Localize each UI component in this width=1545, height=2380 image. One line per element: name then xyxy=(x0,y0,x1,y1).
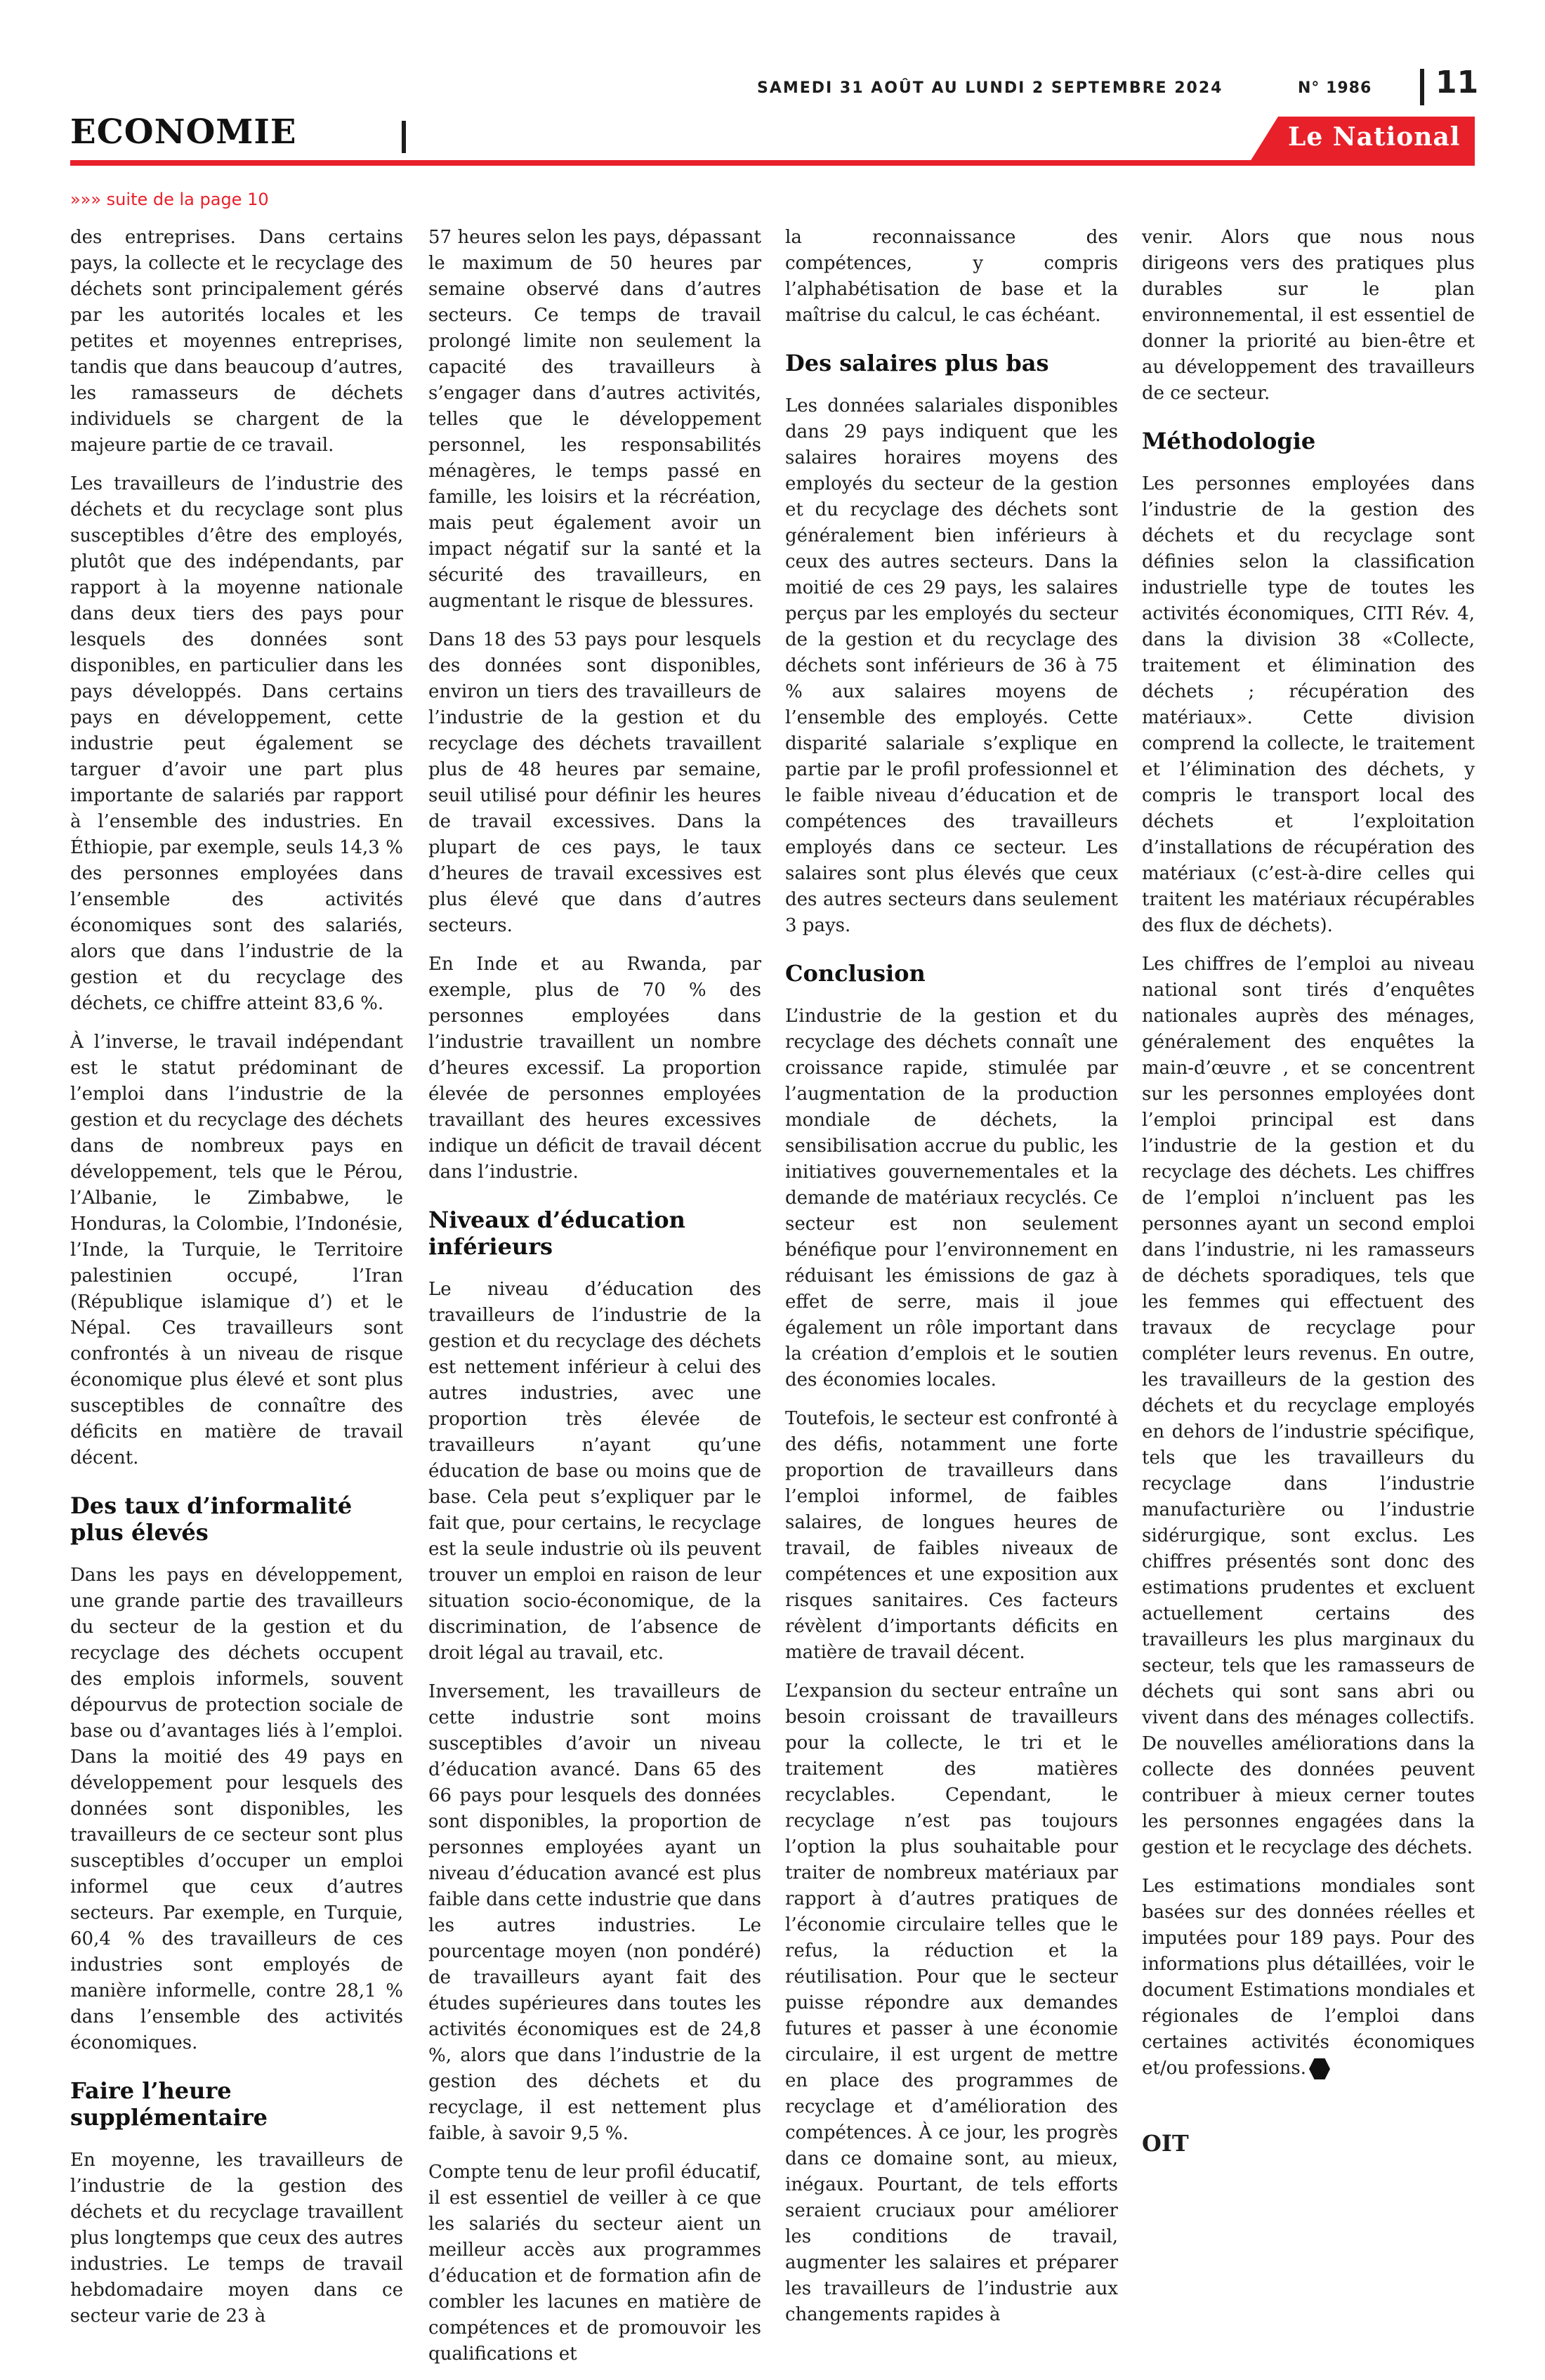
newspaper-name: Le National xyxy=(1288,122,1461,152)
paragraph: Les données salariales disponibles dans 29 pays indiquent que les salaires horaires moyens des employés du secteur de la gestion et du recyclage des déchets sont généralement bien inférieurs à ceux des autres secteurs. Dans la moitié de ces 29 pays, les salaires perçus par les employés du secteur de la gestion et du recyclage des déchets sont inférieurs de 36 à 75 % aux salaires moyens de l’ensemble des employés. Cette disparité salariale s’explique en partie par le profil professionnel et le faible niveau d’éducation et de compétences des travailleurs employés dans ce secteur. Les salaires sont plus élevés que ceux des autres secteurs dans seulement 3 pays. xyxy=(785,395,1118,936)
paragraph: L’expansion du secteur entraîne un besoin croissant de travailleurs pour la collecte, le tri et le traitement des matières recyclables. Cependant, le recyclage n’est pas toujours l’option la plus souhaitable pour traiter de nombreux matériaux par rapport à d’autres pratiques de l’économie circulaire telles que le refus, la réduction et la réutilisation. Pour que le secteur puisse répondre aux demandes futures et passer à une économie circulaire, il est urgent de mettre en place des programmes de recyclage et d’amélioration des compétences. À ce jour, les progrès dans ce domaine sont, au mieux, inégaux. Pourtant, de tels efforts seraient cruciaux pour améliorer les conditions de travail, augmenter les salaires et préparer les travailleurs de l’industrie aux changements rapides à xyxy=(785,1681,1118,2325)
paragraph: Dans 18 des 53 pays pour lesquels des données sont disponibles, environ un tiers des travailleurs de l’industrie de la gestion et du recyclage des déchets travaillent plus de 48 heures par semaine, seuil utilisé pour définir les heures de travail excessives. Dans la plupart de ces pays, le taux d’heures de travail excessives est plus élevé que dans d’autres secteurs. xyxy=(428,629,761,936)
paragraph-text: Les estimations mondiales sont basées sur des données réelles et imputées pour 189 pays. Pour des informations plus détaillées, voir le document Estimations mondiales et régionales de l’emploi dans certaines activités économiques et/ou professions. xyxy=(1142,1876,1475,2079)
paragraph: 57 heures selon les pays, dépassant le maximum de 50 heures par semaine observé dans d’autres secteurs. Ce temps de travail prolongé limite non seulement la capacité des travailleurs à s’engager dans d’autres activités, telles que le développement personnel, les responsabilités ménagères, le temps passé en famille, les loisirs et la récréation, mais peut également avoir un impact négatif sur la santé et la sécurité des travailleurs, en augmentant le risque de blessures. xyxy=(428,227,761,612)
paragraph: L’industrie de la gestion et du recyclage des déchets connaît une croissance rapide, stimulée par l’augmentation de la production mondiale de déchets, la sensibilisation accrue du public, les initiatives gouvernementales et la demande de matériaux recyclés. Ce secteur est non seulement bénéfique pour l’environnement en réduisant les émissions de gaz à effet de serre, mais il joue également un rôle important dans la création d’emplois et le soutien des économies locales. xyxy=(785,1006,1118,1390)
issue-number: N° 1986 xyxy=(1298,79,1372,97)
section-title: ECONOMIE xyxy=(70,112,297,152)
article-column-2 xyxy=(428,225,761,2380)
subheading-overtime: Faire l’heure supplémentaire xyxy=(70,2077,268,2131)
paragraph: Dans les pays en développement, une grande partie des travailleurs du secteur de la gestion et du recyclage des déchets occupent des emplois informels, souvent dépourvus de protection sociale de base ou d’avantages liés à l’emploi. Dans la moitié des 49 pays en développement pour lesquels des données sont disponibles, les travailleurs de ce secteur sont plus susceptibles d’occuper un emploi informel que ceux d’autres secteurs. Par exemple, en Turquie, 60,4 % des travailleurs de ces industries sont employés de manière informelle, contre 28,1 % dans l’ensemble des activités économiques. xyxy=(70,1565,403,2053)
paragraph: Toutefois, le secteur est confronté à des défis, notamment une forte proportion de travailleurs dans l’emploi informel, de faibles salaires, de longues heures de travail, de faibles niveaux de compétences et une exposition aux risques sanitaires. Ces facteurs révèlent d’importants déficits en matière de travail décent. xyxy=(785,1408,1119,1663)
subheading-methodology: Méthodologie xyxy=(1142,428,1316,454)
paragraph: À l’inverse, le travail indépendant est le statut prédominant de l’emploi dans l’industrie de la gestion et du recyclage des déchets dans de nombreux pays en développement, tels que le Pérou, l’Albanie, le Zimbabwe, le Honduras, la Colombie, l’Indonésie, l’Inde, la Turquie, le Territoire palestinien occupé, l’Iran (République islamique d’) et le Népal. Ces travailleurs sont confrontés à un niveau de risque économique plus élevé et sont plus susceptibles de connaître des déficits en matière de travail décent. xyxy=(70,1032,403,1468)
article-column-4 xyxy=(1142,225,1475,2157)
paragraph: Les chiffres de l’emploi au niveau national sont tirés d’enquêtes nationales auprès des ménages, généralement des enquêtes la main-d’œuvre , et se concentrent sur les personnes employées dont l’emploi principal est dans l’industrie de la gestion et du recyclage des déchets. Les chiffres de l’emploi n’incluent pas les personnes ayant un second emploi dans l’industrie, ni les ramasseurs de déchets sporadiques, tels que les femmes qui effectuent des travaux de recyclage pour compléter leurs revenus. En outre, les travailleurs de la gestion des déchets et du recyclage employés en dehors de l’industrie spécifique, tels que les travailleurs du recyclage dans l’industrie manufacturière ou l’industrie sidérurgique, sont exclus. Les chiffres présentés sont donc des estimations prudentes et excluent actuellement certains des travailleurs les plus marginaux du secteur, tels que les ramasseurs de déchets qui sont sans abri ou vivent dans des ménages collectifs. De nouvelles améliorations dans la collecte des données peuvent contribuer à mieux cerner toutes les personnes engagées dans la gestion et le recyclage des déchets. xyxy=(1142,954,1475,1858)
subheading-education: Niveaux d’éducation inférieurs xyxy=(428,1207,685,1260)
paragraph: Les travailleurs de l’industrie des déchets et du recyclage sont plus susceptibles d’être des employés, plutôt que des indépendants, par rapport à la moyenne nationale dans deux tiers des pays pour lesquels des données sont disponibles, en particulier dans les pays développés. Dans certains pays en développement, cette industrie peut également se targuer d’avoir une part plus importante de salariés par rapport à l’ensemble des industries. En Éthiopie, par exemple, seuls 14,3 % des personnes employées dans l’ensemble des activités économiques sont des salariés, alors que dans l’industrie de la gestion et du recyclage des déchets, ce chiffre atteint 83,6 %. xyxy=(70,473,403,1014)
subheading-wages: Des salaires plus bas xyxy=(785,350,1049,376)
subheading-informality: Des taux d’informalité plus élevés xyxy=(70,1492,353,1546)
page-number-divider xyxy=(1420,69,1424,105)
continued-from-link[interactable]: »»» suite de la page 10 xyxy=(70,190,269,209)
page-number: 11 xyxy=(1435,65,1479,100)
paragraph-final xyxy=(1142,1874,1475,2082)
paragraph: En Inde et au Rwanda, par exemple, plus de 70 % des personnes employées dans l’industrie travaillent un nombre d’heures excessif. La proportion élevée de personnes employées travaillant des heures excessives indique un déficit de travail décent dans l’industrie. xyxy=(428,954,761,1183)
paragraph: Les personnes employées dans l’industrie de la gestion des déchets et du recyclage sont définies selon la classification industrielle type de toutes les activités économiques, CITI Rév. 4, dans la division 38 «Collecte, traitement et élimination des déchets ; récupération des matériaux». Cette division comprend la collecte, le traitement et l’élimination des déchets, y compris le transport local des déchets et l’exploitation d’installations de récupération des matériaux (c’est-à-dire celles qui traitent les matériaux récupérables des flux de déchets). xyxy=(1142,473,1475,936)
paragraph: Le niveau d’éducation des travailleurs de l’industrie de la gestion et du recyclage des déchets est nettement inférieur à celui des autres industries, avec une proportion très élevée de travailleurs n’ayant qu’une éducation de base ou moins que de base. Cela peut s’expliquer par le fait que, pour certains, le recyclage est la seule industrie où ils peuvent trouver un emploi en raison de leur situation socio-économique, de la discrimination, de l’absence de droit légal au travail, etc. xyxy=(428,1279,761,1664)
section-divider xyxy=(402,121,406,153)
end-of-article-icon xyxy=(1309,2058,1330,2079)
paragraph: En moyenne, les travailleurs de l’industrie de la gestion des déchets et du recyclage travaillent plus longtemps que ceux des autres industries. Le temps de travail hebdomadaire moyen dans ce secteur varie de 23 à xyxy=(70,2150,403,2327)
article-signature: OIT xyxy=(1142,2130,1189,2157)
paragraph: des entreprises. Dans certains pays, la collecte et le recyclage des déchets sont principalement gérés par les autorités locales et les petites et moyennes entreprises, tandis que dans beaucoup d’autres, les ramasseurs de déchets individuels se chargent de la majeure partie de ce travail. xyxy=(70,227,403,456)
issue-date: SAMEDI 31 AOÛT AU LUNDI 2 SEPTEMBRE 2024 xyxy=(757,79,1223,97)
header-rule xyxy=(70,160,1475,166)
paragraph: Inversement, les travailleurs de cette industrie sont moins susceptibles d’avoir un niveau d’éducation avancé. Dans 65 des 66 pays pour lesquels des données sont disponibles, la proportion de personnes employées ayant un niveau d’éducation avancé est plus faible dans cette industrie que dans les autres industries. Le pourcentage moyen (non pondéré) de travailleurs ayant fait des études supérieures dans toutes les activités économiques est de 24,8 %, alors que dans l’industrie de la gestion des déchets et du recyclage, il est nettement plus faible, à savoir 9,5 %. xyxy=(428,1681,761,2144)
paragraph: la reconnaissance des compétences, y compris l’alphabétisation de base et la maîtrise du calcul, le cas échéant. xyxy=(785,227,1118,326)
article-column-1 xyxy=(70,225,403,2342)
paragraph: Compte tenu de leur profil éducatif, il est essentiel de veiller à ce que les salariés du secteur aient un meilleur accès aux programmes d’éducation et de formation afin de combler les lacunes en matière de compétences et de promouvoir les qualifications et xyxy=(428,2162,761,2365)
subheading-conclusion: Conclusion xyxy=(785,960,926,987)
article-column-3 xyxy=(785,225,1118,2341)
paragraph: venir. Alors que nous nous dirigeons vers des pratiques plus durables sur le plan environnemental, il est essentiel de donner la priorité au bien-être et au développement des travailleurs de ce secteur. xyxy=(1142,227,1475,404)
